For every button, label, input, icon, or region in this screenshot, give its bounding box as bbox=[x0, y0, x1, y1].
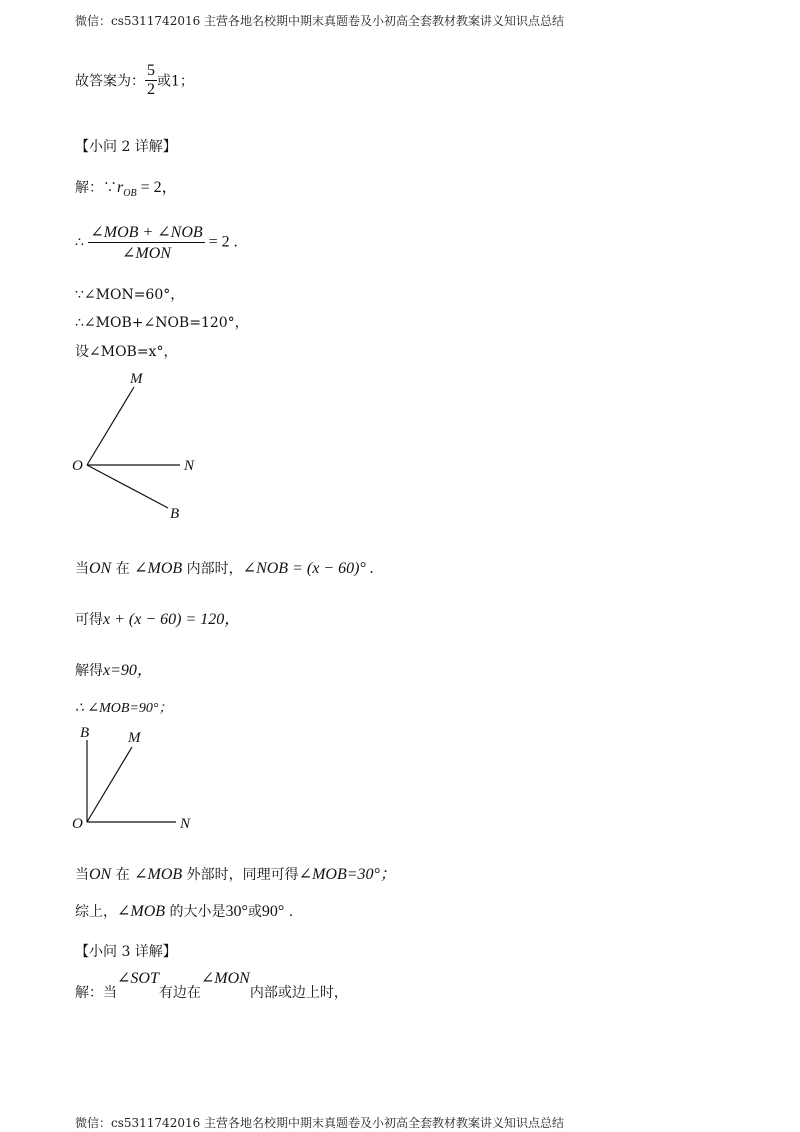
fraction-denominator: 2 bbox=[147, 81, 155, 98]
line-last bbox=[75, 968, 348, 1001]
last-b: 有边在 bbox=[158, 985, 201, 1001]
r-symbol: r bbox=[117, 179, 124, 196]
ray-om-2 bbox=[87, 747, 132, 822]
answer-line bbox=[75, 62, 194, 99]
label-m-2: M bbox=[128, 730, 141, 746]
summary-d: . bbox=[288, 904, 294, 920]
summary-v2: 90° bbox=[261, 903, 285, 920]
outside-expr: ∠MOB=30°； bbox=[298, 866, 396, 883]
last-a: 解：当 bbox=[75, 985, 117, 1001]
outside-on: ON bbox=[89, 866, 112, 883]
solve-a: 解得 bbox=[75, 663, 103, 679]
line-set: 设∠MOB=x°， bbox=[75, 344, 178, 360]
line-sum: ∴∠MOB+∠NOB=120°， bbox=[75, 315, 249, 331]
outside-angle: ∠MOB bbox=[134, 866, 183, 883]
label-b: B bbox=[170, 506, 180, 522]
line-mon: ∵∠MON=60°， bbox=[75, 287, 185, 303]
summary-a: 综上， bbox=[75, 904, 117, 920]
line-outside bbox=[75, 861, 396, 884]
solution-prefix: 解：∵ bbox=[75, 180, 117, 196]
ratio-denominator: ∠MON bbox=[88, 242, 204, 263]
inside-b: 在 bbox=[115, 561, 130, 577]
ratio-numerator: ∠MOB + ∠NOB bbox=[90, 224, 203, 241]
ratio-fraction bbox=[88, 222, 204, 263]
line-summary bbox=[75, 901, 293, 921]
last-mon: ∠MON bbox=[200, 970, 250, 987]
therefore-symbol: ∴ bbox=[75, 234, 84, 251]
inside-expr: ∠NOB = (x − 60)° . bbox=[242, 560, 374, 577]
label-n: N bbox=[184, 458, 195, 474]
line-mob90: ∴ ∠MOB=90°； bbox=[75, 701, 173, 716]
inside-a: 当 bbox=[75, 561, 89, 577]
outside-a: 当 bbox=[75, 867, 89, 883]
last-sot: ∠SOT bbox=[117, 970, 159, 987]
page-header: 微信：cs5311742016 主营各地名校期中期末真题卷及小初高全套教材教案讲义知识点总结 bbox=[75, 14, 565, 28]
summary-v1: 30° bbox=[225, 903, 248, 920]
summary-angle: ∠MOB bbox=[117, 903, 166, 920]
solution-line-r bbox=[75, 174, 178, 199]
inside-angle: ∠MOB bbox=[134, 560, 183, 577]
answer-suffix: 或1； bbox=[157, 73, 194, 90]
line-inside bbox=[75, 558, 374, 578]
ratio-value: = 2 . bbox=[204, 233, 238, 251]
label-o: O bbox=[72, 458, 83, 474]
summary-c: 或 bbox=[247, 904, 262, 920]
diagram-angle-2 bbox=[60, 722, 220, 837]
answer-fraction bbox=[145, 62, 157, 99]
solve-expr: x=90， bbox=[103, 662, 153, 679]
r-subscript: OB bbox=[123, 187, 137, 199]
ray-ob bbox=[87, 465, 168, 508]
label-b-2: B bbox=[80, 725, 90, 741]
inside-c: 内部时， bbox=[186, 561, 243, 577]
last-c: 内部或边上时， bbox=[249, 985, 348, 1001]
label-o-2: O bbox=[72, 816, 83, 832]
label-n-2: N bbox=[180, 816, 191, 832]
get-a: 可得 bbox=[75, 612, 103, 628]
outside-b: 在 bbox=[115, 867, 130, 883]
fraction-numerator: 5 bbox=[147, 62, 155, 79]
section3-title: 【小问 3 详解】 bbox=[75, 944, 177, 960]
section2-title: 【小问 2 详解】 bbox=[75, 139, 177, 155]
page-footer: 微信：cs5311742016 主营各地名校期中期末真题卷及小初高全套教材教案讲义知识点总结 bbox=[75, 1116, 565, 1130]
answer-prefix: 故答案为： bbox=[75, 73, 145, 90]
line-solve bbox=[75, 657, 153, 680]
ratio-line bbox=[75, 222, 238, 263]
label-m: M bbox=[130, 371, 143, 387]
get-expr: x + (x − 60) = 120， bbox=[103, 611, 241, 628]
ray-om bbox=[87, 387, 134, 465]
inside-on: ON bbox=[89, 560, 112, 577]
outside-c: 外部时，同理可得 bbox=[186, 867, 299, 883]
diagram-angle-1 bbox=[60, 365, 220, 525]
line-get bbox=[75, 606, 240, 629]
r-value: = 2， bbox=[136, 179, 178, 196]
summary-b: 的大小是 bbox=[169, 904, 226, 920]
